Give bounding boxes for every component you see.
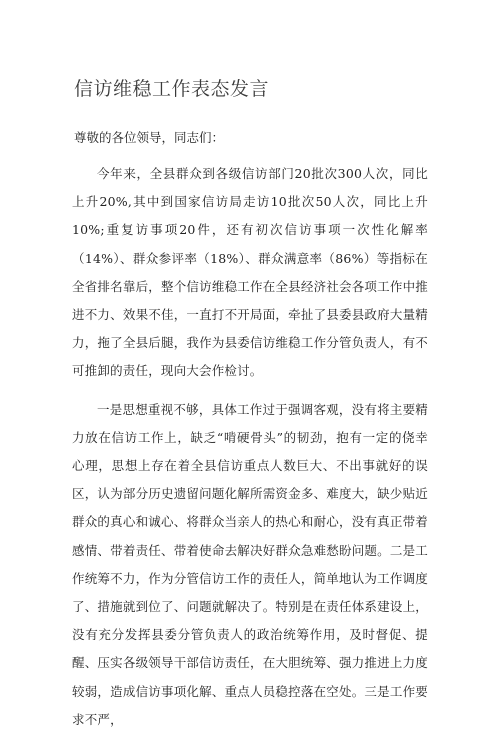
salutation: 尊敬的各位领导，同志们：: [74, 130, 225, 145]
document-title: 信访维稳工作表态发言: [74, 78, 270, 100]
paragraph-2: 一是思想重视不够，具体工作过于强调客观，没有将主要精力放在信访工作上，缺乏“啃硬骨头”的韧劲，抱有一定的侥幸心理，思想上存在着全县信访重点人数巨大、不出事就好的误区，认为部分历史遗留问题化解所需资金多、难度大，缺少贴近群众的真心和诚心、将群众当亲人的热心和耐心，没有真正带着感情、带着责任、带着使命去解决好群众急难愁盼问题。二是工作统筹不力，作为分管信访工作的责任人，简单地认为工作调度了、措施就到位了、问题就解决了。特别是在责任体系建设上，没有充分发挥县委分管负责人的政治统筹作用，及时督促、提醒、压实各级领导干部信访责任，在大胆统筹、强力推进上力度较弱，造成信访事项化解、重点人员稳控落在空处。三是工作要求不严，: [72, 401, 428, 727]
paragraph-1: 今年来，全县群众到各级信访部门20批次300人次，同比上升20%,其中到国家信访局走访10批次50人次，同比上升10%;重复访事项20件，还有初次信访事项一次性化解率（14%）、群众参评率（18%）、群众满意率（86%）等指标在全省排名靠后，整个信访维稳工作在全县经济社会各项工作中推进不力、效果不佳，一直打不开局面，牵扯了县委县政府大量精力，拖了全县后腿，我作为县委信访维稳工作分管负责人，有不可推卸的责任，现向大会作检讨。: [72, 166, 428, 379]
